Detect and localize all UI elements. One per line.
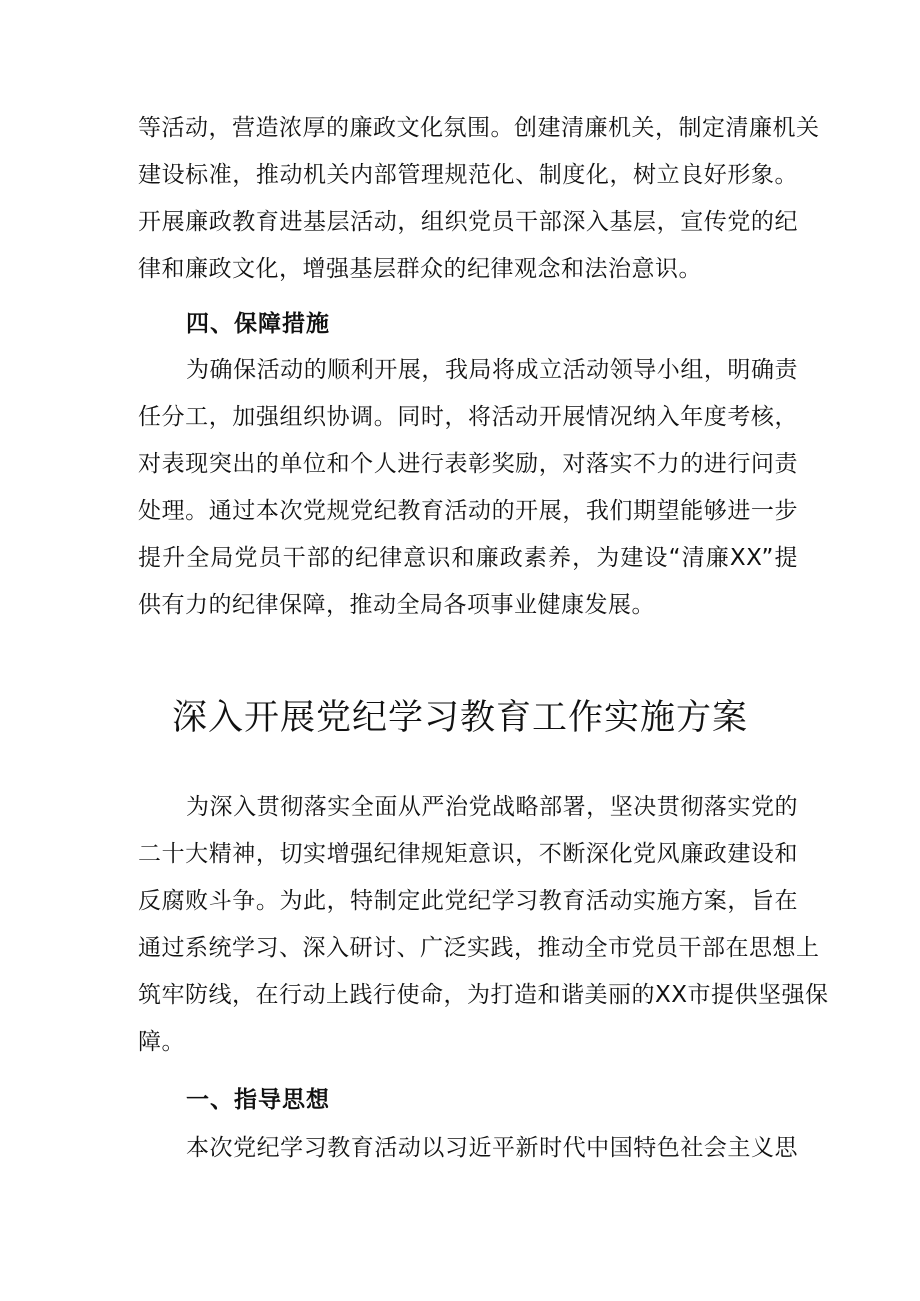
text-line: 反腐败斗争。为此，特制定此党纪学习教育活动实施方案，旨在 [138, 888, 798, 914]
text-line: 处理。通过本次党规党纪教育活动的开展，我们期望能够进一步 [138, 498, 798, 524]
text-line: 为确保活动的顺利开展，我局将成立活动领导小组，明确责 [186, 357, 798, 383]
text-line: 对表现突出的单位和个人进行表彰奖励，对落实不力的进行问责 [138, 451, 798, 477]
section-heading-one: 一、指导思想 [186, 1087, 330, 1113]
text-line: 供有力的纪律保障，推动全局各项事业健康发展。 [138, 592, 655, 618]
document-title: 深入开展党纪学习教育工作实施方案 [171, 698, 748, 738]
text-line: 等活动，营造浓厚的廉政文化氛围。创建清廉机关，制定清廉机关 [138, 115, 820, 141]
text-line: 建设标准，推动机关内部管理规范化、制度化，树立良好形象。 [138, 162, 798, 188]
text-line: 律和廉政文化，增强基层群众的纪律观念和法治意识。 [138, 256, 702, 282]
text-line: 提升全局党员干部的纪律意识和廉政素养，为建设“清廉XX”提 [138, 545, 798, 571]
text-line: 任分工，加强组织协调。同时，将活动开展情况纳入年度考核， [138, 404, 798, 430]
text-line: 障。 [138, 1029, 185, 1055]
text-line: 本次党纪学习教育活动以习近平新时代中国特色社会主义思 [186, 1135, 798, 1161]
section-heading-four: 四、保障措施 [186, 311, 330, 337]
text-line: 筑牢防线，在行动上践行使命，为打造和谐美丽的XX市提供坚强保 [138, 982, 829, 1008]
text-line: 通过系统学习、深入研讨、广泛实践，推动全市党员干部在思想上 [138, 935, 820, 961]
text-line: 二十大精神，切实增强纪律规矩意识，不断深化党风廉政建设和 [138, 841, 798, 867]
text-line: 为深入贯彻落实全面从严治党战略部署，坚决贯彻落实党的 [186, 794, 798, 820]
text-line: 开展廉政教育进基层活动，组织党员干部深入基层，宣传党的纪 [138, 209, 798, 235]
